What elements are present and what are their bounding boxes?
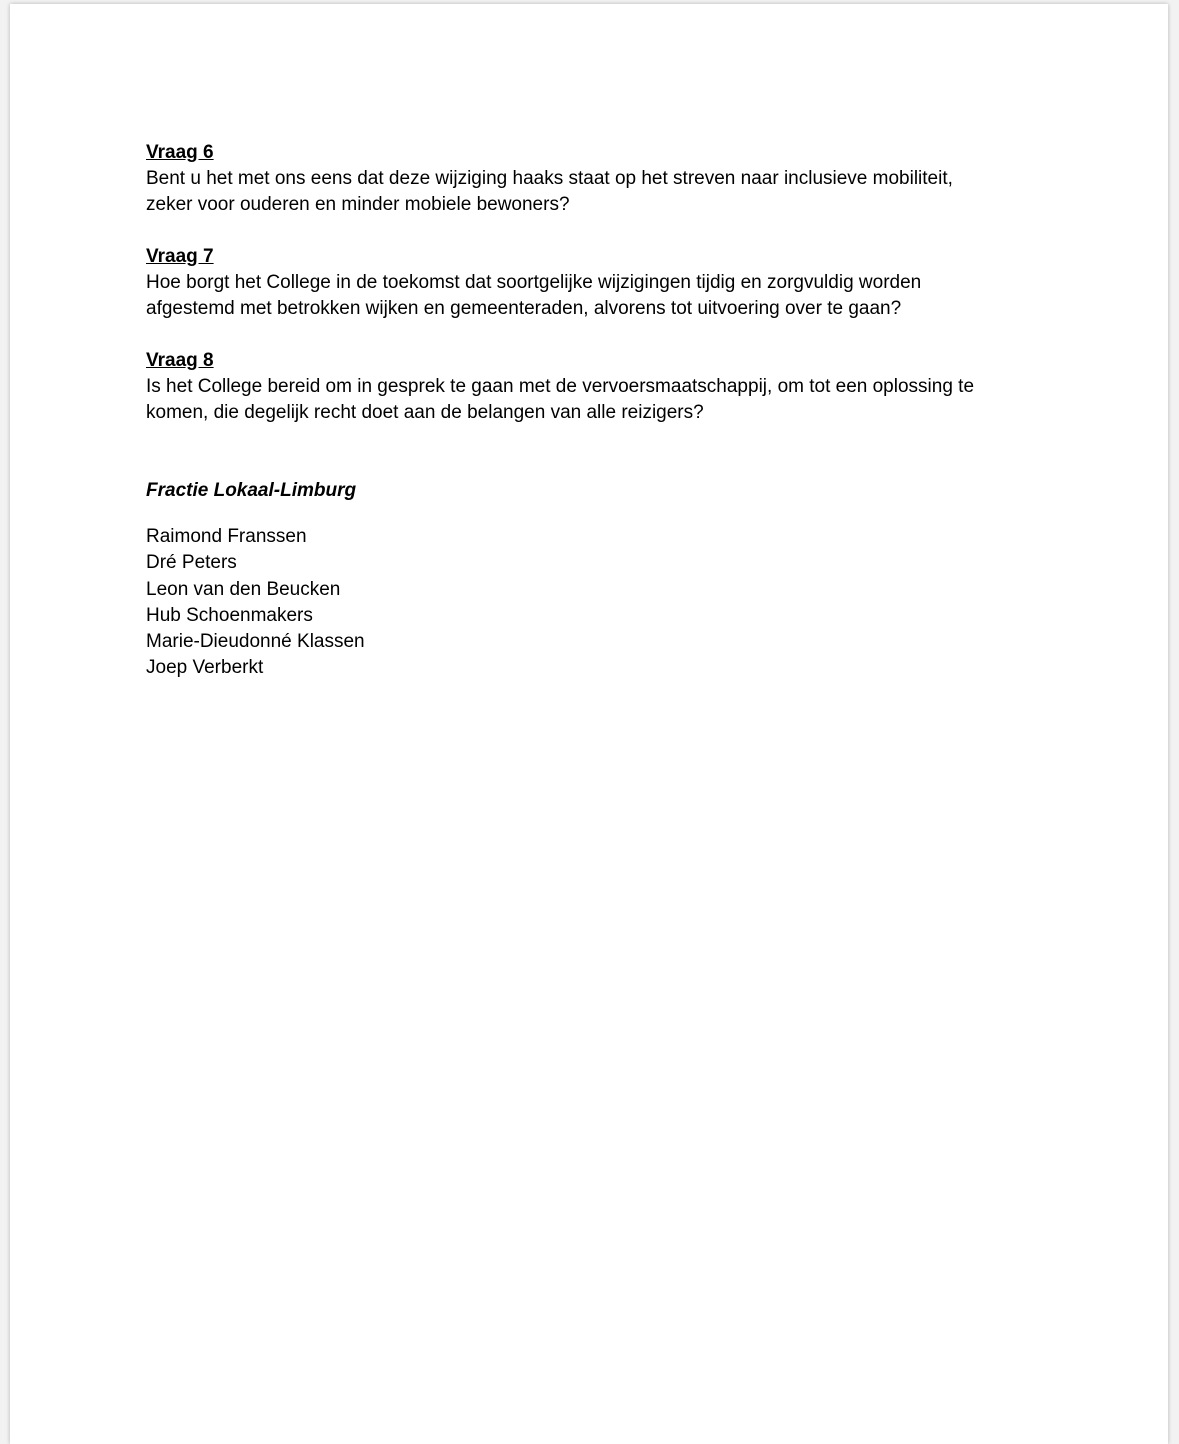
question-text: Hoe borgt het College in de toekomst dat soortgelijke wijzigingen tijdig en zorgvuldig worden afgestemd met betrokken wijken en gemeenteraden, alvorens tot uitvoering over te gaan? — [146, 272, 922, 319]
question-8 — [146, 348, 1046, 426]
member-list — [146, 524, 1046, 682]
question-heading: Vraag 7 — [146, 246, 214, 267]
document-page — [10, 4, 1168, 1444]
member-name: Raimond Franssen — [146, 526, 307, 547]
member-name: Joep Verberkt — [146, 657, 264, 679]
question-text: Bent u het met ons eens dat deze wijziging haaks staat op het streven naar inclusieve mobiliteit, zeker voor ouderen en minder mobiele bewoners? — [146, 168, 953, 215]
member-name: Dré Peters — [146, 552, 237, 574]
document-body — [146, 140, 1046, 682]
question-6 — [146, 140, 1046, 218]
question-heading: Vraag 6 — [146, 142, 214, 163]
member-name: Hub Schoenmakers — [146, 604, 313, 626]
member-name: Marie-Dieudonné Klassen — [146, 631, 365, 653]
question-heading: Vraag 8 — [146, 350, 214, 371]
question-7 — [146, 244, 1046, 322]
party-name: Fractie Lokaal-Limburg — [146, 480, 357, 501]
member-name: Leon van den Beucken — [146, 578, 341, 600]
question-text: Is het College bereid om in gesprek te gaan met de vervoersmaatschappij, om tot een oplossing te komen, die degelijk recht doet aan de belangen van alle reizigers? — [146, 376, 975, 423]
